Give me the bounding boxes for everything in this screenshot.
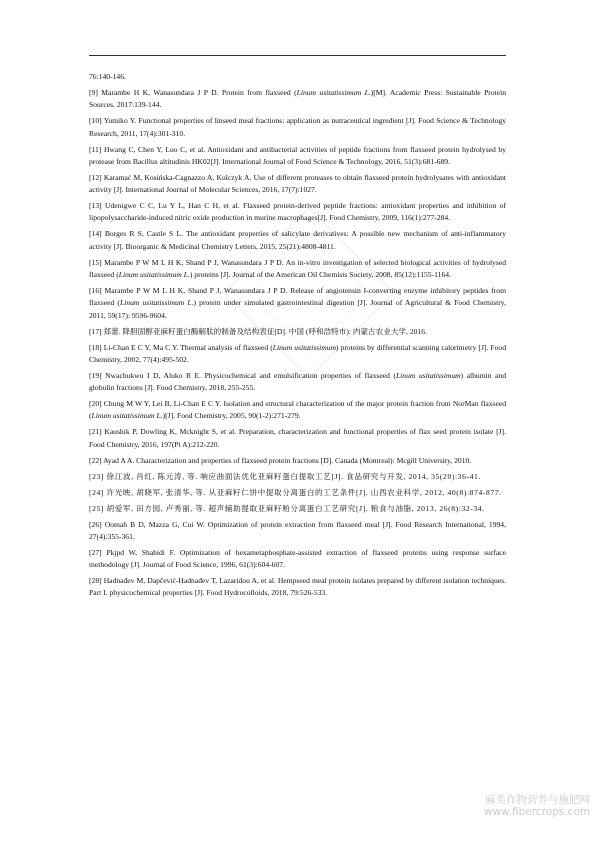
species-name: Linum usitatissimum — [272, 342, 337, 352]
reference-text: [15] Marambe P W M L H K, Shand P J, Wanasundara J P D. An in-vitro investigation of selected biological activities of hydrolysed flaxseed ( — [89, 257, 506, 279]
reference-text: ) proteins by differential scanning calorimetry [J]. Food Chemistry, 2002, 77(4):495-502. — [89, 342, 506, 364]
reference-item: [23] 徐江波, 肖红, 陈元涛, 等. 响应曲面法优化亚麻籽蛋白提取工艺[J]. 食品研究与开发, 2014, 35(20):36-41. — [89, 471, 481, 481]
reference-text: )[M]. Academic Press: Sustainable Protein Sources. 2017:139-144. — [89, 87, 507, 110]
watermark — [484, 794, 590, 818]
species-name: Linum usitatissimum L. — [296, 87, 371, 97]
reference-item: [26] Oomah B D, Mazza G, Cui W. Optimization of protein extraction from flaxseed meal [J]. Food Research International, 1994, 27(4):355-361. — [89, 519, 506, 541]
reference-item: [28] Hadnađev M, Dapčević-Hadnađev T, Lazaridou A, et al. Hempseed meal protein isolates prepared by different isolation techniques. Part I. physicochemical properties [J]. Food Hydrocolloids, 2018, 79:526-533. — [89, 576, 506, 598]
reference-list — [89, 71, 506, 603]
reference-item — [89, 370, 506, 395]
reference-text: ) proteins [J]. Journal of the American Oil Chemists Society, 2008, 85(12):1155-1164. — [189, 269, 451, 279]
watermark-url: www.fibercrops.com — [483, 806, 590, 818]
reference-item — [89, 398, 506, 423]
reference-text: [9] Marambe H K, Wanasundara J P D. Protein from flaxseed ( — [89, 87, 297, 97]
reference-item: [24] 许光映, 胡晓军, 张清华, 等. 从亚麻籽仁饼中提取分离蛋白的工艺条件[J]. 山西农业科学, 2012, 40(8):874-877. — [89, 487, 502, 497]
reference-item: [27] Pkjpd W, Shahidi F. Optimization of hexametaphosphate-assisted extraction of flaxseed proteins using response surface methodology [J]. Journal of Food Science, 1996, 61(3):604-607. — [89, 547, 506, 570]
reference-text: ) albumin and globulin fractions [J]. Food Chemistry, 2018, 255-255. — [89, 370, 506, 393]
reference-item — [89, 342, 506, 367]
reference-item: [10] Yumiko Y. Functional properties of linseed meal fractions: application as nutraceutical ingredient [J]. Food Science & Technology Research, 2011, 17(4):301-310. — [89, 116, 506, 138]
reference-text: )[J]. Food Chemistry, 2005, 90(1-2):271-279. — [162, 411, 301, 421]
header-rule — [89, 55, 506, 56]
reference-item — [89, 257, 506, 282]
species-name: Linum usitatissimum L. — [91, 411, 163, 421]
reference-text: [16] Marambe P W M L H K, Shand P J, Wanasundara J P D. Release of angiotensin I-converting enzyme inhibitory peptides from flaxseed ( — [89, 285, 506, 308]
reference-item: [12] Karamać M, Kosińska-Cagnazzo A, Kulczyk A. Use of different proteases to obtain flaxseed protein hydrolysates with antioxidant activity [J]. International Journal of Molecular Sciences, 2016, 17(7):1027. — [89, 172, 506, 195]
reference-item — [89, 285, 506, 322]
species-name: Linum usitatissimum L. — [119, 298, 194, 308]
reference-text: ) protein under simulated gastrointestinal digestion [J]. Journal of Agricultural & Food Chemistry, 2011, 59(17): 9596-9604. — [89, 298, 506, 320]
reference-text: [19] Nwachukwu I D, Aluko R E. Physicochemical and emulsification properties of flaxseed ( — [89, 370, 396, 380]
reference-item: [11] Hwang C, Chen Y, Luo C, et al. Antioxidant and antibacterial activities of peptide fractions from flaxseed protein hydrolysed by protease from Bacillus altitudinis HK02[J]. International Journal of Food Science & Technology, 2016, 51(3):681-689. — [89, 144, 506, 166]
reference-item: [25] 胡爱军, 田方园, 卢秀丽, 等. 超声辅助提取亚麻籽粕分离蛋白工艺研究[J]. 粮食与油脂, 2013, 26(8):32-34. — [89, 503, 485, 513]
reference-item: 76:140-146. — [89, 72, 126, 81]
reference-item: [17] 郑蕾. 降胆固醇亚麻籽蛋白酶解肽的制备及结构表征[D]. 中国 (呼和浩特市): 内蒙古农业大学, 2016. — [89, 326, 427, 336]
species-name: Linum usitatissimum L. — [118, 269, 190, 279]
reference-item — [89, 87, 506, 112]
reference-item: [21] Kaushik P, Dowling K, Mcknight S, et al. Preparation, characterization and functional properties of flax seed protein isolate [J]. Food Chemistry, 2016, 197(Pt A):212-220. — [89, 427, 506, 449]
reference-item: [14] Borges R S, Castle S L. The antioxidant properties of salicylate derivatives: A possible new mechanism of anti-inflammatory activity [J]. Bioorganic & Medicinal Chemistry Letters, 2015, 25(21):4808-4811. — [89, 229, 506, 251]
reference-item: [13] Udenigwe C C, Lu Y L, Han C H, et al. Flaxseed protein-derived peptide fractions: antioxidant properties and inhibition of lipopolysaccharide-induced nitric oxide production in murine macrophages[J]. Food Chemistry, 2009, 116(1):277-284. — [89, 201, 506, 223]
watermark-site-name: 麻类作物营养与施肥网 — [485, 794, 590, 806]
reference-text: [18] Li-Chan E C Y, Ma C Y. Thermal analysis of flaxseed ( — [89, 342, 273, 352]
reference-item: [22] Ayad A A. Characterization and properties of flaxseed protein fractions [D]. Canada (Montreal): Mcgill University, 2010. — [89, 455, 472, 465]
species-name: Linum usitatissimum — [395, 370, 461, 380]
reference-text: [20] Chung M W Y, Lei B, Li-Chan E C Y. Isolation and structural characterization of the major protein fraction from NorMan flaxseed ( — [89, 399, 506, 421]
